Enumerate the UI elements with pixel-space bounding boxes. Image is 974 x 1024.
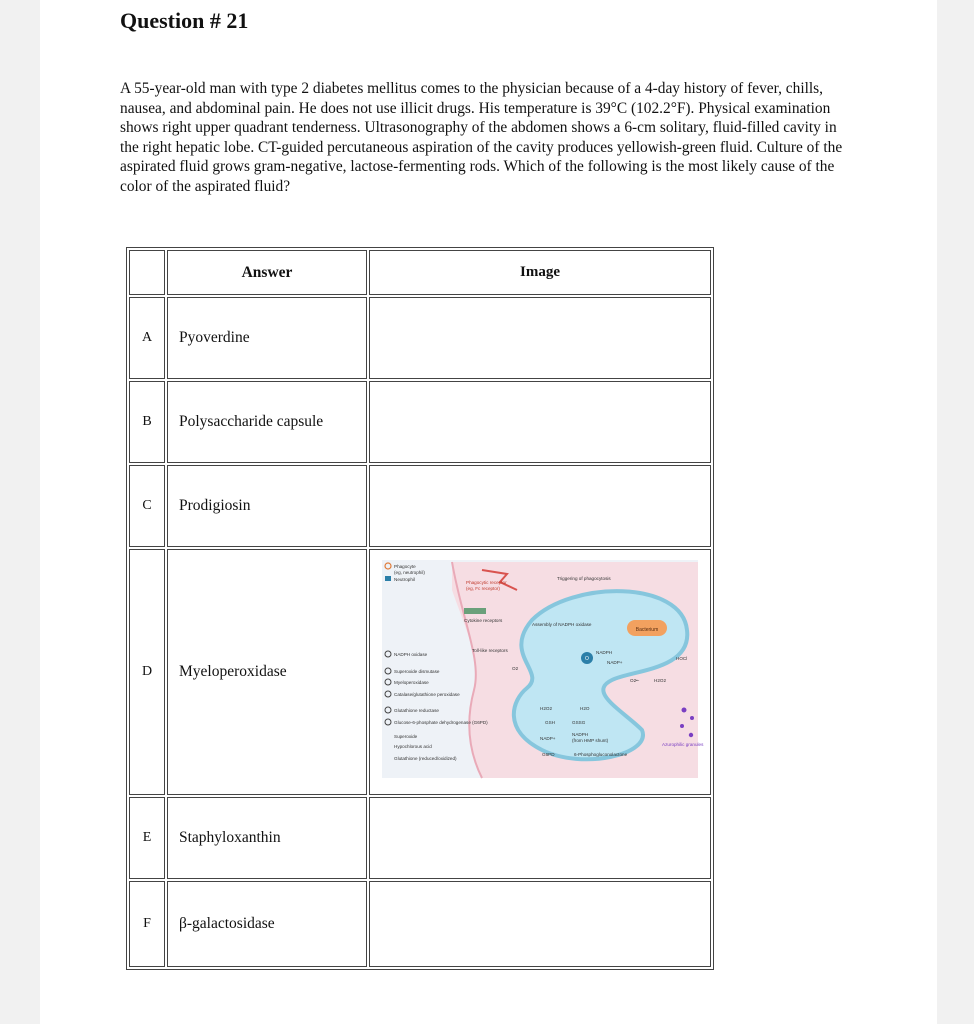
option-answer: Staphyloxanthin	[167, 797, 367, 879]
fig-legend-3: Myeloperoxidase	[394, 680, 429, 685]
option-letter: C	[129, 465, 165, 547]
fig-legend-2: Superoxide dismutase	[394, 669, 440, 674]
option-letter: D	[129, 549, 165, 795]
fig-bacterium-label: Bacterium	[635, 627, 659, 633]
option-letter: A	[129, 297, 165, 379]
fig-nadph-label: NADPH	[596, 650, 613, 655]
fig-trigger-label: Triggering of phagocytosis	[557, 576, 611, 581]
svg-text:O: O	[585, 656, 589, 662]
fig-receptor-sub: (eg, Fc receptor)	[466, 586, 500, 591]
option-image-cell	[369, 381, 711, 463]
fig-azuro-label: Azurophilic granules	[662, 742, 704, 747]
option-letter: E	[129, 797, 165, 879]
header-letter	[129, 250, 165, 295]
option-image-cell	[369, 297, 711, 379]
option-answer: Myeloperoxidase	[167, 549, 367, 795]
document-page	[40, 0, 937, 1024]
page-title: Question # 21	[120, 8, 249, 33]
fig-macrophage-label: Neutrophil	[394, 577, 415, 582]
table-row	[129, 549, 711, 795]
option-answer: Prodigiosin	[167, 465, 367, 547]
answer-table	[126, 247, 714, 970]
fig-legend-4: Catalase/glutathione peroxidase	[394, 692, 460, 697]
fig-o2rad-label: O2•-	[630, 678, 640, 683]
table-row	[129, 881, 711, 967]
phagocyte-respiratory-burst-diagram	[382, 560, 704, 778]
fig-nadp-label: NADP+	[607, 660, 623, 665]
option-image-cell	[369, 465, 711, 547]
fig-nadp2-label: NADP+	[540, 736, 556, 741]
fig-h2o2b-label: H2O2	[540, 706, 553, 711]
table-row	[129, 797, 711, 879]
fig-assembly-label: Assembly of NADPH oxidase	[532, 622, 592, 627]
question-text: A 55-year-old man with type 2 diabetes mellitus comes to the physician because of a 4-day history of fever, chills, nausea, and abdominal pain. He does not use illicit drugs. His temperature is 39°C (102.2°F). Physical examination shows right upper quadrant tenderness. Ultrasonography of the abdomen shows a 6-cm solitary, fluid-filled cavity in the right hepatic lobe. CT-guided percutaneous aspiration of the cavity produces yellowish-green fluid. Culture of the aspirated fluid grows gram-negative, lactose-fermenting rods. Which of the following is the most likely cause of the color of the aspirated fluid?	[120, 80, 843, 195]
option-letter: F	[129, 881, 165, 967]
fig-g6p-label: G6PD	[542, 752, 555, 757]
fig-phagocyte-label: Phagocyte	[394, 564, 416, 569]
fig-phospho-label: 6-Phosphogluconolactone	[574, 752, 628, 757]
fig-legend-9: Glutathione (reduced/oxidized)	[394, 756, 457, 761]
option-answer: β-galactosidase	[167, 881, 367, 967]
fig-legend-7: Superoxide	[394, 734, 418, 739]
fig-nadph2-label: NADPH	[572, 732, 589, 737]
fig-gsh-label: GSH	[545, 720, 555, 725]
answer-table-wrapper	[126, 247, 714, 970]
fig-cytokine-label: Cytokine receptors	[464, 618, 503, 623]
table-row	[129, 381, 711, 463]
fig-legend-5: Glutathione reductase	[394, 708, 439, 713]
option-letter: B	[129, 381, 165, 463]
option-image-cell	[369, 549, 711, 795]
option-image-cell	[369, 797, 711, 879]
table-row	[129, 465, 711, 547]
fig-o2-label: O2	[512, 666, 519, 671]
fig-receptor-label: Phagocytic receptor	[466, 580, 507, 585]
fig-h2o-label: H2O	[580, 706, 590, 711]
option-answer: Polysaccharide capsule	[167, 381, 367, 463]
header-answer: Answer	[167, 250, 367, 295]
fig-legend-1: NADPH oxidase	[394, 652, 428, 657]
fig-phagocyte-sub: (eg, neutrophil)	[394, 570, 425, 575]
table-row	[129, 297, 711, 379]
fig-tolllike-label: Toll-like receptors	[472, 648, 508, 653]
table-header-row	[129, 250, 711, 295]
option-image-cell	[369, 881, 711, 967]
fig-legend-8: Hypochlorous acid	[394, 744, 432, 749]
fig-h2o2-label: H2O2	[654, 678, 667, 683]
fig-gssg-label: GSSG	[572, 720, 586, 725]
header-image: Image	[369, 250, 711, 295]
fig-hmp-label: (from HMP shunt)	[572, 738, 609, 743]
fig-hocl-label: HOCl	[676, 656, 688, 661]
option-answer: Pyoverdine	[167, 297, 367, 379]
fig-legend-6: Glucose-6-phosphate dehydrogenase (G6PD)	[394, 720, 488, 725]
